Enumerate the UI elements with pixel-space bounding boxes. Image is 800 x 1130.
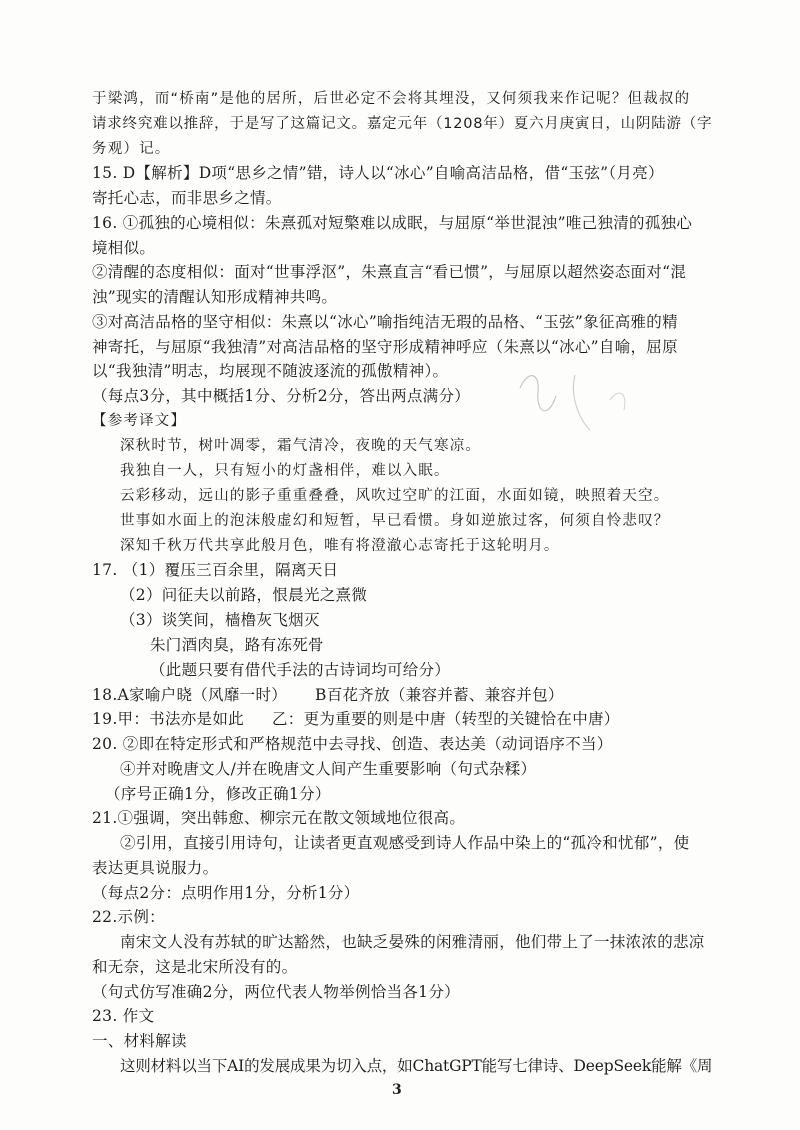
text-line: 南宋文人没有苏轼的旷达豁然，也缺乏晏殊的闲雅清丽，他们带上了一抹浓浓的悲凉	[120, 933, 705, 951]
text-line: 15. D【解析】D项“思乡之情”错，诗人以“冰心”自喻高洁品格，借“玉弦”（月亮）	[92, 164, 664, 182]
text-line: ②引用，直接引用诗句，让读者更直观感受到诗人作品中染上的“孤冷和忧郁”，使	[120, 834, 690, 852]
text-line: 务观）记。	[92, 141, 171, 157]
text-line: 请求终究难以推辞，于是写了这篇记文。嘉定元年（1208年）夏六月庚寅日，山阴陆游（字	[92, 116, 713, 132]
text-line: ③对高洁品格的坚守相似：朱熹以“冰心”喻指纯洁无瑕的品格、“玉弦”象征高雅的精	[92, 313, 678, 331]
section-heading: 【参考译文】	[92, 413, 187, 429]
text-line: 境相似。	[92, 239, 156, 257]
page-number: 3	[392, 1082, 402, 1098]
text-line: 21.①强调，突出韩愈、柳宗元在散文领域地位很高。	[92, 809, 466, 827]
text-line: ②清醒的态度相似：面对“世事浮沤”，朱熹直言“看已惯”，与屈原以超然姿态面对“混	[92, 263, 687, 281]
text-line: 云彩移动，远山的影子重重叠叠，风吹过空旷的江面，水面如镜，映照着天空。	[120, 488, 670, 504]
text-line: （每点2分：点明作用1分，分析1分）	[92, 884, 360, 902]
text-line: 神寄托，与屈原“我独清”对高洁品格的坚守形成精神呼应（朱熹以“冰心”自喻，屈原	[92, 338, 678, 356]
text-line: B百花齐放（兼容并蓄、兼容并包）	[315, 686, 564, 704]
text-line: 22.示例：	[92, 908, 165, 926]
text-line: ④并对晚唐文人/并在晚唐文人间产生重要影响（句式杂糅）	[120, 760, 537, 778]
text-line: 深知千秋万代共享此般月色，唯有将澄澈心志寄托于这轮明月。	[120, 538, 560, 554]
text-line: 23. 作文	[92, 1007, 155, 1025]
text-line: 和无奈，这是北宋所没有的。	[92, 958, 298, 976]
text-line: 18.A家喻户晓（风靡一时）	[92, 686, 288, 704]
text-line: 表达更具说服力。	[92, 859, 219, 877]
text-line: 寄托心志，而非思乡之情。	[92, 189, 282, 207]
text-line: 我独自一人，只有短小的灯盏相伴，难以入眠。	[120, 463, 450, 479]
text-line: （2）问征夫以前路，恨晨光之熹微	[120, 586, 368, 604]
text-line: （序号正确1分，修改正确1分）	[105, 785, 331, 803]
text-line: 17. （1）覆压三百余里，隔离天日	[92, 561, 339, 579]
text-line: 朱门酒肉臭，路有冻死骨	[150, 636, 324, 654]
text-line: 以“我独清”明志，均展现不随波逐流的孤傲精神）。	[92, 362, 449, 380]
text-line: 深秋时节，树叶凋零，霜气清冷，夜晚的天气寒凉。	[120, 438, 482, 454]
text-line: 19.甲：书法亦是如此	[92, 710, 244, 728]
text-line: 20. ②即在特定形式和严格规范中去寻找、创造、表达美（动词语序不当）	[92, 735, 613, 753]
text-line: 一、材料解读	[92, 1032, 187, 1050]
text-line: 浊”现实的清醒认知形成精神共鸣。	[92, 288, 338, 306]
text-line: （句式仿写准确2分，两位代表人物举例恰当各1分）	[92, 983, 460, 1001]
text-line: 乙：更为重要的则是中唐（转型的关键恰在中唐）	[272, 710, 620, 728]
text-line: （3）谈笑间，樯橹灰飞烟灭	[120, 611, 320, 629]
text-line: （此题只要有借代手法的古诗词均可给分）	[150, 661, 451, 679]
text-line: 16. ①孤独的心境相似：朱熹孤对短檠难以成眠，与屈原“举世混浊”唯己独清的孤独心	[92, 214, 693, 232]
text-line: 这则材料以当下AI的发展成果为切入点，如ChatGPT能写七律诗、DeepSeek能解《周	[120, 1057, 713, 1075]
text-line: 世事如水面上的泡沫般虚幻和短暂，早已看惯。身如逆旅过客，何须自怜悲叹？	[120, 513, 670, 529]
text-line: 于梁鸿，而“桥南”是他的居所，后世必定不会将其埋没，又何须我来作记呢？但裁叔的	[92, 91, 691, 107]
text-line: （每点3分，其中概括1分、分析2分，答出两点满分）	[92, 387, 471, 405]
